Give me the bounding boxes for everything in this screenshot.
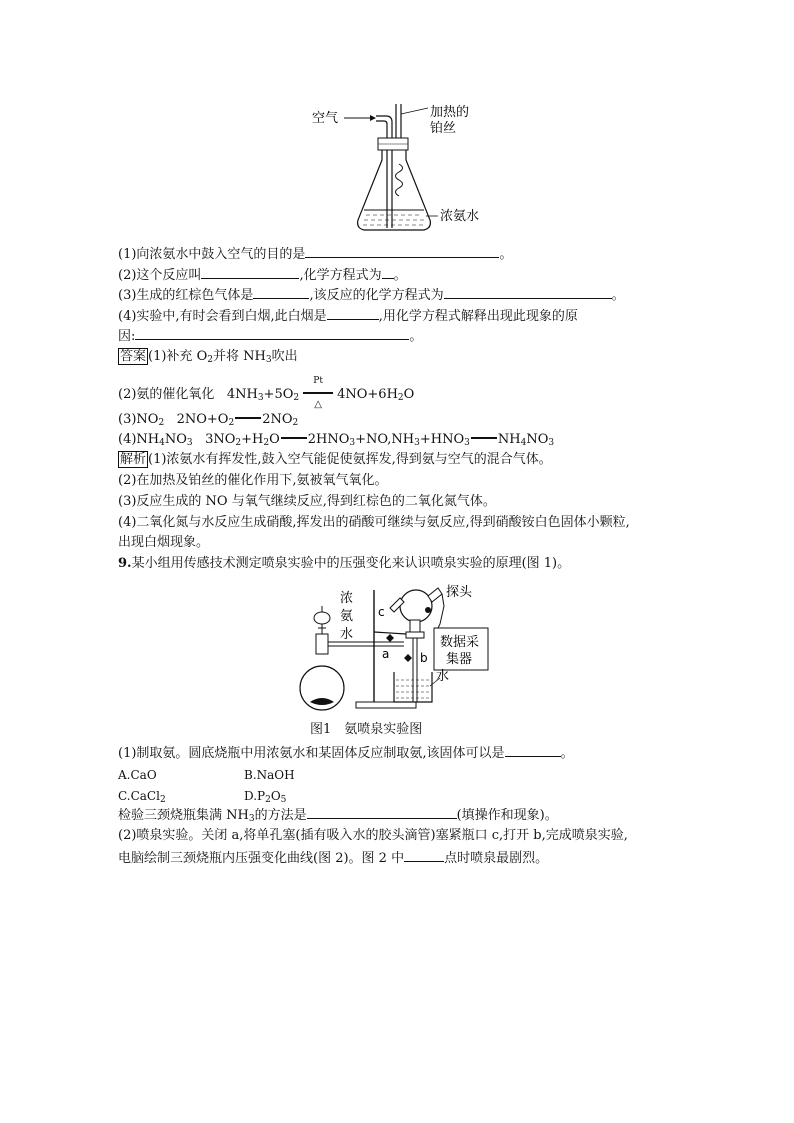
part-2-line-1: (2)喷泉实验。关闭 a,将单孔塞(插有吸入水的胶头滴管)塞紧瓶口 c,打开 b,完成喷泉实验, bbox=[118, 828, 628, 843]
part-2-line-2: 电脑绘制三颈烧瓶内压强变化曲线(图 2)。图 2 中 点时喷泉最剧烈。 bbox=[118, 851, 549, 866]
fountain-apparatus-figure bbox=[294, 576, 504, 718]
answer-blank[interactable] bbox=[404, 849, 444, 862]
option-b[interactable]: B.NaOH bbox=[244, 768, 295, 782]
collector-label-1: 数据采 bbox=[440, 635, 480, 650]
svg-text:a: a bbox=[382, 647, 390, 661]
air-label: 空气 bbox=[312, 111, 339, 126]
answer-line-3: $(3)NO_2$ $2NO+O_2$ $2NO_2$ bbox=[118, 412, 299, 428]
question-4: (4)实验中,有时会看到白烟,此白烟是 ,用化学方程式解释出现此现象的原 bbox=[118, 309, 578, 324]
answer-blank[interactable] bbox=[444, 286, 612, 299]
answer-line-1: 答案 (1)补充 $O_2$并将 $NH_3$吹出 bbox=[120, 349, 298, 365]
part-1-question: (1)制取氨。圆底烧瓶中用浓氨水和某固体反应制取氨,该固体可以是 。 bbox=[118, 746, 574, 761]
catalyst-condition: Pt △ bbox=[303, 387, 333, 403]
answer-blank[interactable] bbox=[135, 327, 409, 340]
answer-blank[interactable] bbox=[201, 266, 299, 279]
option-a[interactable]: A.CaO bbox=[118, 768, 157, 782]
answer-blank[interactable] bbox=[505, 744, 561, 757]
question-2: (2)这个反应叫 ,化学方程式为 。 bbox=[118, 268, 407, 283]
option-d[interactable]: $D.P_2O_5$ bbox=[244, 789, 287, 805]
heated-label-2: 铂丝 bbox=[430, 121, 457, 136]
ammonia-label: 浓氨水 bbox=[440, 209, 480, 224]
question-9: 9.某小组用传感技术测定喷泉实验中的压强变化来认识喷泉实验的原理(图 1)。 bbox=[118, 556, 571, 571]
test-method: 检验三颈烧瓶集满 $NH_3$的方法是 (填操作和现象)。 bbox=[118, 808, 558, 824]
answer-line-4: $(4)NH_4NO_3$ $3NO_2+H_2O$ $2HNO_3+NO,NH_3+HNO_3$ $NH_4NO_3$ bbox=[118, 432, 555, 448]
svg-text:氨: 氨 bbox=[340, 609, 354, 624]
answer-blank[interactable] bbox=[382, 266, 394, 279]
answer-blank[interactable] bbox=[327, 307, 379, 320]
options-row-2 bbox=[118, 788, 287, 805]
analysis-line-4: (4)二氧化氮与水反应生成硝酸,挥发出的硝酸可继续与氨反应,得到硝酸铵白色固体小颗粒, bbox=[118, 515, 630, 530]
question-1: (1)向浓氨水中鼓入空气的目的是 。 bbox=[118, 247, 513, 262]
svg-text:b: b bbox=[420, 651, 428, 665]
probe-label: 探头 bbox=[446, 585, 473, 600]
answer-blank[interactable] bbox=[307, 806, 457, 819]
analysis-line-5: 出现白烟现象。 bbox=[118, 535, 210, 550]
heated-label-1: 加热的 bbox=[430, 105, 470, 120]
svg-text:浓: 浓 bbox=[340, 591, 354, 606]
svg-text:c: c bbox=[378, 605, 385, 619]
svg-text:水: 水 bbox=[340, 627, 354, 642]
answer-blank[interactable] bbox=[305, 245, 499, 258]
answer-blank[interactable] bbox=[253, 286, 309, 299]
question-4-cont: 因: 。 bbox=[118, 329, 423, 344]
flask-figure bbox=[300, 98, 500, 240]
water-label: 水 bbox=[436, 669, 450, 684]
answer-line-2: (2)氨的催化氧化 $4NH_3+5O_2$ Pt △ $4NO+6H_2O$ bbox=[118, 376, 415, 410]
answer-tag: 答案 bbox=[120, 349, 147, 364]
collector-label-2: 集器 bbox=[446, 652, 473, 667]
analysis-line-3: (3)反应生成的 NO 与氧气继续反应,得到红棕色的二氧化氮气体。 bbox=[118, 494, 496, 509]
question-3: (3)生成的红棕色气体是 ,该反应的化学方程式为 。 bbox=[118, 288, 625, 303]
analysis-line-2: (2)在加热及铂丝的催化作用下,氨被氧气氧化。 bbox=[118, 473, 388, 488]
options-row-1 bbox=[118, 767, 295, 783]
figure-1-caption: 图1 氨喷泉实验图 bbox=[310, 722, 423, 737]
analysis-tag: 解析 bbox=[120, 452, 147, 467]
option-c[interactable]: C.CaCl$_2$ bbox=[118, 789, 166, 805]
analysis-line-1: 解析 (1)浓氨水有挥发性,鼓入空气能促使氨挥发,得到氨与空气的混合气体。 bbox=[120, 452, 552, 467]
